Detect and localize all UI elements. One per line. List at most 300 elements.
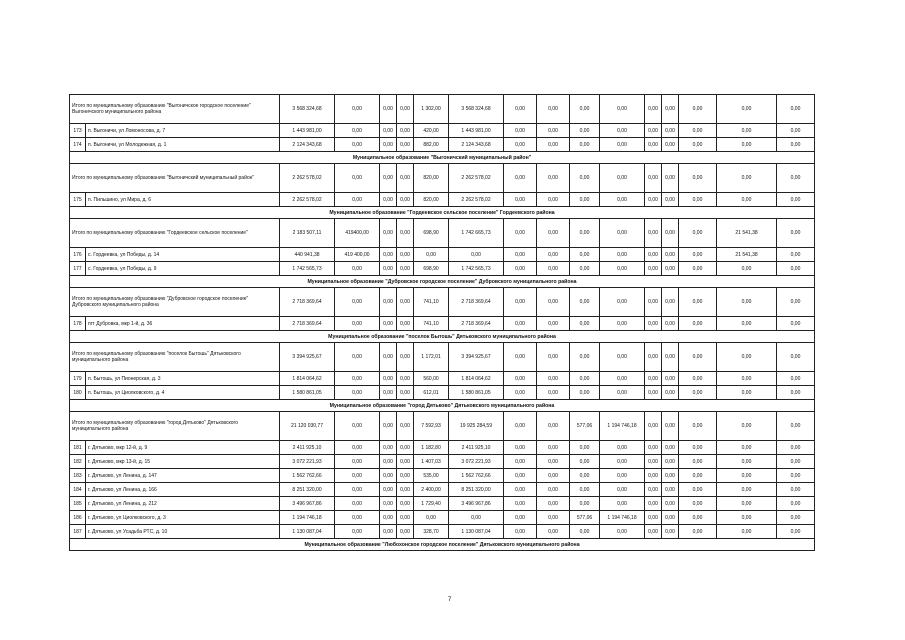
value-cell: 0,00	[397, 525, 414, 539]
table-row	[70, 441, 815, 455]
value-cell: 0,00	[397, 262, 414, 276]
value-cell: 0,00	[537, 497, 570, 511]
value-cell: 0,00	[570, 164, 600, 193]
value-cell: 0,00	[645, 164, 662, 193]
value-cell: 21 120 030,77	[280, 412, 335, 441]
value-cell: 0,00	[335, 288, 380, 317]
value-cell: 0,00	[717, 288, 777, 317]
value-cell: 0,00	[662, 455, 679, 469]
value-cell: 0,00	[717, 525, 777, 539]
value-cell: 0,00	[717, 124, 777, 138]
value-cell: 0,00	[777, 124, 815, 138]
value-cell: 0,00	[645, 455, 662, 469]
value-cell: 0,00	[777, 372, 815, 386]
value-cell: 0,00	[717, 138, 777, 152]
row-number: 176	[70, 248, 86, 262]
value-cell: 0,00	[397, 343, 414, 372]
value-cell: 0,00	[397, 124, 414, 138]
value-cell: 0,00	[537, 248, 570, 262]
value-cell: 0,00	[449, 511, 504, 525]
value-cell: 0,00	[397, 511, 414, 525]
row-number: 175	[70, 193, 86, 207]
value-cell: 0,00	[335, 441, 380, 455]
value-cell: 3 072 221,93	[449, 455, 504, 469]
value-cell: 0,00	[717, 372, 777, 386]
value-cell: 0,00	[777, 138, 815, 152]
value-cell: 3 072 221,93	[280, 455, 335, 469]
value-cell: 0,00	[662, 483, 679, 497]
value-cell: 0,00	[537, 441, 570, 455]
value-cell: 0,00	[645, 469, 662, 483]
value-cell: 0,00	[717, 469, 777, 483]
value-cell: 0,00	[537, 219, 570, 248]
value-cell: 0,00	[397, 455, 414, 469]
value-cell: 0,00	[662, 525, 679, 539]
value-cell: 0,00	[335, 511, 380, 525]
value-cell: 0,00	[600, 219, 645, 248]
value-cell: 0,00	[679, 412, 717, 441]
value-cell: 0,00	[380, 95, 397, 124]
value-cell: 0,00	[504, 193, 537, 207]
value-cell: 0,00	[645, 372, 662, 386]
value-cell: 1 814 064,62	[449, 372, 504, 386]
value-cell: 0,00	[335, 164, 380, 193]
address-cell: г. Дятьково, ул Ленина, д. 166	[86, 483, 280, 497]
address-cell: пгт Дубровка, мкр 1-й, д. 36	[86, 317, 280, 331]
value-cell: 0,00	[380, 219, 397, 248]
value-cell: 0,00	[662, 386, 679, 400]
value-cell: 0,00	[679, 511, 717, 525]
value-cell: 0,00	[777, 343, 815, 372]
subtotal-label: Итого по муниципальному образованию "город Дятьково" Дятьковского муниципального района	[70, 412, 280, 441]
value-cell: 0,00	[537, 483, 570, 497]
value-cell: 2 262 578,02	[280, 193, 335, 207]
value-cell: 0,00	[380, 386, 397, 400]
table-row	[70, 386, 815, 400]
section-title: Муниципальное образование "поселок Бытошь" Дятьковского муниципального района	[70, 331, 815, 343]
value-cell: 0,00	[414, 511, 449, 525]
value-cell: 2 411 925,10	[280, 441, 335, 455]
value-cell: 0,00	[504, 469, 537, 483]
value-cell: 1 194 746,18	[600, 511, 645, 525]
value-cell: 1 302,00	[414, 95, 449, 124]
value-cell: 0,00	[537, 138, 570, 152]
value-cell: 0,00	[335, 483, 380, 497]
value-cell: 0,00	[537, 317, 570, 331]
section-header-row	[70, 207, 815, 219]
value-cell: 8 251 320,00	[280, 483, 335, 497]
value-cell: 0,00	[537, 343, 570, 372]
value-cell: 0,00	[679, 483, 717, 497]
value-cell: 0,00	[335, 497, 380, 511]
value-cell: 0,00	[645, 497, 662, 511]
row-number: 183	[70, 469, 86, 483]
value-cell: 0,00	[600, 288, 645, 317]
address-cell: п. Пильшино, ул Мира, д. 6	[86, 193, 280, 207]
section-title: Муниципальное образование "Гордеевское сельское поселение" Гордеевского района	[70, 207, 815, 219]
value-cell: 0,00	[777, 441, 815, 455]
value-cell: 0,00	[717, 317, 777, 331]
row-number: 174	[70, 138, 86, 152]
row-number: 184	[70, 483, 86, 497]
value-cell: 0,00	[679, 372, 717, 386]
value-cell: 0,00	[570, 317, 600, 331]
value-cell: 0,00	[662, 193, 679, 207]
value-cell: 0,00	[600, 138, 645, 152]
value-cell: 1 562 762,66	[280, 469, 335, 483]
value-cell: 0,00	[662, 124, 679, 138]
value-cell: 0,00	[679, 193, 717, 207]
value-cell: 0,00	[335, 317, 380, 331]
value-cell: 1 443 981,00	[280, 124, 335, 138]
value-cell: 1 742 565,73	[280, 262, 335, 276]
value-cell: 0,00	[777, 455, 815, 469]
value-cell: 0,00	[504, 262, 537, 276]
subtotal-label: Итого по муниципальному образованию "Выгоничское городское поселение" Выгоничского муниципального района	[70, 95, 280, 124]
value-cell: 2 124 343,68	[280, 138, 335, 152]
value-cell: 0,00	[662, 412, 679, 441]
value-cell: 0,00	[504, 124, 537, 138]
value-cell: 0,00	[504, 343, 537, 372]
value-cell: 2 124 343,68	[449, 138, 504, 152]
value-cell: 820,00	[414, 164, 449, 193]
value-cell: 0,00	[537, 386, 570, 400]
value-cell: 0,00	[717, 455, 777, 469]
subtotal-label: Итого по муниципальному образованию "поселок Бытошь" Дятьковского муниципального района	[70, 343, 280, 372]
value-cell: 3 568 324,68	[449, 95, 504, 124]
value-cell: 1 130 087,04	[449, 525, 504, 539]
value-cell: 0,00	[504, 317, 537, 331]
section-title: Муниципальное образование "город Дятьково" Дятьковского муниципального района	[70, 400, 815, 412]
subtotal-row	[70, 219, 815, 248]
section-title: Муниципальное образование "Дубровское городское поселение" Дубровского муниципального района	[70, 276, 815, 288]
value-cell: 0,00	[380, 412, 397, 441]
value-cell: 1 182,80	[414, 441, 449, 455]
value-cell: 8 251 320,00	[449, 483, 504, 497]
value-cell: 0,00	[380, 317, 397, 331]
value-cell: 0,00	[679, 317, 717, 331]
value-cell: 0,00	[717, 483, 777, 497]
value-cell: 0,00	[717, 497, 777, 511]
value-cell: 0,00	[679, 288, 717, 317]
value-cell: 0,00	[414, 248, 449, 262]
value-cell: 0,00	[397, 386, 414, 400]
subtotal-label: Итого по муниципальному образованию "Гордеевское сельское поселение"	[70, 219, 280, 248]
value-cell: 0,00	[570, 138, 600, 152]
value-cell: 0,00	[570, 193, 600, 207]
value-cell: 0,00	[645, 343, 662, 372]
value-cell: 0,00	[537, 412, 570, 441]
value-cell: 0,00	[380, 441, 397, 455]
value-cell: 0,00	[570, 343, 600, 372]
value-cell: 0,00	[335, 372, 380, 386]
value-cell: 0,00	[380, 288, 397, 317]
value-cell: 0,00	[600, 441, 645, 455]
address-cell: г. Дятьково, ул Ленина, д. 147	[86, 469, 280, 483]
value-cell: 0,00	[397, 193, 414, 207]
row-number: 182	[70, 455, 86, 469]
address-cell: с. Гордеевка, ул Победы, д. 14	[86, 248, 280, 262]
table-row	[70, 248, 815, 262]
subtotal-row	[70, 412, 815, 441]
value-cell: 0,00	[600, 525, 645, 539]
value-cell: 0,00	[504, 497, 537, 511]
value-cell: 0,00	[397, 248, 414, 262]
value-cell: 0,00	[662, 138, 679, 152]
value-cell: 0,00	[504, 386, 537, 400]
address-cell: г. Дятьково, ул Циолковского, д. 3	[86, 511, 280, 525]
value-cell: 0,00	[570, 262, 600, 276]
value-cell: 0,00	[335, 138, 380, 152]
value-cell: 0,00	[449, 248, 504, 262]
value-cell: 0,00	[335, 95, 380, 124]
subtotal-row	[70, 288, 815, 317]
value-cell: 1 580 861,05	[449, 386, 504, 400]
value-cell: 0,00	[537, 164, 570, 193]
value-cell: 0,00	[537, 262, 570, 276]
value-cell: 0,00	[777, 95, 815, 124]
value-cell: 0,00	[504, 511, 537, 525]
address-cell: г. Дятьково, мкр 13-й, д. 15	[86, 455, 280, 469]
value-cell: 0,00	[662, 317, 679, 331]
subtotal-row	[70, 343, 815, 372]
value-cell: 0,00	[679, 525, 717, 539]
table-row	[70, 124, 815, 138]
section-title: Муниципальное образование "Выгоничский муниципальный район"	[70, 152, 815, 164]
value-cell: 0,00	[570, 248, 600, 262]
table-row	[70, 511, 815, 525]
value-cell: 0,00	[717, 441, 777, 455]
value-cell: 0,00	[397, 138, 414, 152]
value-cell: 3 394 925,67	[449, 343, 504, 372]
value-cell: 0,00	[335, 193, 380, 207]
value-cell: 0,00	[600, 372, 645, 386]
value-cell: 820,00	[414, 193, 449, 207]
value-cell: 0,00	[645, 483, 662, 497]
value-cell: 0,00	[380, 483, 397, 497]
value-cell: 0,00	[335, 525, 380, 539]
row-number: 185	[70, 497, 86, 511]
value-cell: 0,00	[600, 386, 645, 400]
value-cell: 0,00	[600, 193, 645, 207]
value-cell: 1 814 064,62	[280, 372, 335, 386]
subtotal-row	[70, 95, 815, 124]
value-cell: 0,00	[717, 386, 777, 400]
value-cell: 0,00	[570, 372, 600, 386]
value-cell: 0,00	[662, 372, 679, 386]
value-cell: 0,00	[679, 95, 717, 124]
value-cell: 0,00	[645, 525, 662, 539]
value-cell: 0,00	[504, 441, 537, 455]
value-cell: 0,00	[570, 219, 600, 248]
value-cell: 0,00	[645, 138, 662, 152]
value-cell: 2 262 578,02	[280, 164, 335, 193]
value-cell: 0,00	[777, 262, 815, 276]
value-cell: 0,00	[717, 193, 777, 207]
value-cell: 1 580 861,05	[280, 386, 335, 400]
value-cell: 0,00	[570, 525, 600, 539]
value-cell: 0,00	[662, 288, 679, 317]
value-cell: 0,00	[662, 95, 679, 124]
value-cell: 0,00	[777, 525, 815, 539]
value-cell: 0,00	[504, 288, 537, 317]
value-cell: 0,00	[645, 288, 662, 317]
value-cell: 577,06	[570, 412, 600, 441]
value-cell: 0,00	[335, 386, 380, 400]
value-cell: 0,00	[397, 164, 414, 193]
value-cell: 0,00	[679, 262, 717, 276]
table-row	[70, 317, 815, 331]
value-cell: 21 541,38	[717, 219, 777, 248]
row-number: 179	[70, 372, 86, 386]
value-cell: 0,00	[777, 483, 815, 497]
value-cell: 0,00	[380, 262, 397, 276]
value-cell: 1 443 981,00	[449, 124, 504, 138]
value-cell: 0,00	[717, 262, 777, 276]
value-cell: 2 262 578,02	[449, 164, 504, 193]
value-cell: 3 496 967,86	[449, 497, 504, 511]
value-cell: 0,00	[397, 288, 414, 317]
page-number: 7	[448, 597, 452, 603]
value-cell: 2 718 369,64	[280, 317, 335, 331]
section-header-row	[70, 331, 815, 343]
document-sheet	[69, 94, 814, 551]
row-number: 186	[70, 511, 86, 525]
section-header-row	[70, 400, 815, 412]
row-number: 173	[70, 124, 86, 138]
value-cell: 0,00	[335, 455, 380, 469]
value-cell: 0,00	[600, 497, 645, 511]
value-cell: 0,00	[504, 164, 537, 193]
value-cell: 0,00	[645, 441, 662, 455]
value-cell: 1 742 565,73	[449, 262, 504, 276]
value-cell: 0,00	[397, 412, 414, 441]
section-header-row	[70, 152, 815, 164]
value-cell: 0,00	[504, 483, 537, 497]
value-cell: 2 718 369,64	[449, 317, 504, 331]
value-cell: 0,00	[570, 469, 600, 483]
value-cell: 0,00	[570, 455, 600, 469]
value-cell: 0,00	[662, 343, 679, 372]
value-cell: 0,00	[335, 262, 380, 276]
value-cell: 0,00	[717, 95, 777, 124]
value-cell: 560,00	[414, 372, 449, 386]
subtotal-label: Итого по муниципальному образованию "Дубровское городское поселение" Дубровского муниципального района	[70, 288, 280, 317]
value-cell: 0,00	[537, 525, 570, 539]
value-cell: 0,00	[600, 455, 645, 469]
value-cell: 0,00	[397, 219, 414, 248]
value-cell: 0,00	[777, 193, 815, 207]
address-cell: п. Бытошь, ул Циолковского, д. 4	[86, 386, 280, 400]
value-cell: 0,00	[717, 164, 777, 193]
value-cell: 0,00	[504, 412, 537, 441]
value-cell: 0,00	[537, 124, 570, 138]
value-cell: 0,00	[600, 483, 645, 497]
value-cell: 698,90	[414, 219, 449, 248]
value-cell: 0,00	[380, 497, 397, 511]
value-cell: 0,00	[777, 497, 815, 511]
value-cell: 0,00	[600, 317, 645, 331]
value-cell: 0,00	[645, 124, 662, 138]
value-cell: 0,00	[570, 483, 600, 497]
value-cell: 0,00	[570, 441, 600, 455]
value-cell: 535,00	[414, 469, 449, 483]
subtotal-label: Итого по муниципальному образованию "Выгоничский муниципальный район"	[70, 164, 280, 193]
value-cell: 0,00	[662, 248, 679, 262]
subtotal-row	[70, 164, 815, 193]
value-cell: 0,00	[335, 412, 380, 441]
address-cell: п. Выгоничи, ул Молодежная, д. 1	[86, 138, 280, 152]
value-cell: 0,00	[600, 469, 645, 483]
value-cell: 0,00	[380, 343, 397, 372]
value-cell: 0,00	[504, 372, 537, 386]
value-cell: 3 394 925,67	[280, 343, 335, 372]
table-row	[70, 469, 815, 483]
value-cell: 0,00	[570, 95, 600, 124]
value-cell: 882,00	[414, 138, 449, 152]
value-cell: 0,00	[717, 412, 777, 441]
value-cell: 0,00	[662, 441, 679, 455]
value-cell: 1 742 665,73	[449, 219, 504, 248]
value-cell: 0,00	[380, 124, 397, 138]
table-row	[70, 455, 815, 469]
value-cell: 0,00	[504, 455, 537, 469]
value-cell: 0,00	[662, 497, 679, 511]
value-cell: 0,00	[600, 262, 645, 276]
value-cell: 0,00	[397, 317, 414, 331]
value-cell: 0,00	[645, 317, 662, 331]
value-cell: 0,00	[570, 386, 600, 400]
value-cell: 0,00	[570, 124, 600, 138]
table-row	[70, 525, 815, 539]
value-cell: 0,00	[679, 248, 717, 262]
value-cell: 2 718 369,64	[280, 288, 335, 317]
value-cell: 3 496 967,86	[280, 497, 335, 511]
value-cell: 0,00	[679, 469, 717, 483]
value-cell: 0,00	[380, 525, 397, 539]
value-cell: 2 400,00	[414, 483, 449, 497]
value-cell: 0,00	[777, 412, 815, 441]
row-number: 177	[70, 262, 86, 276]
value-cell: 1 130 087,04	[280, 525, 335, 539]
value-cell: 0,00	[777, 386, 815, 400]
value-cell: 0,00	[600, 124, 645, 138]
value-cell: 0,00	[679, 164, 717, 193]
value-cell: 0,00	[335, 343, 380, 372]
value-cell: 1 407,03	[414, 455, 449, 469]
address-cell: п. Выгоничи, ул Ломоносова, д. 7	[86, 124, 280, 138]
address-cell: п. Бытошь, ул Пионерская, д. 3	[86, 372, 280, 386]
section-title: Муниципальное образование "Любохонское городское поселение" Дятьковского муниципального района	[70, 539, 815, 551]
value-cell: 0,00	[397, 441, 414, 455]
table-row	[70, 138, 815, 152]
table-row	[70, 193, 815, 207]
value-cell: 19 925 284,59	[449, 412, 504, 441]
value-cell: 0,00	[679, 343, 717, 372]
value-cell: 0,00	[380, 372, 397, 386]
value-cell: 0,00	[662, 469, 679, 483]
value-cell: 328,70	[414, 525, 449, 539]
value-cell: 0,00	[717, 511, 777, 525]
table-row	[70, 372, 815, 386]
value-cell: 0,00	[537, 193, 570, 207]
value-cell: 0,00	[645, 262, 662, 276]
value-cell: 419400,00	[335, 219, 380, 248]
value-cell: 0,00	[645, 248, 662, 262]
value-cell: 0,00	[777, 469, 815, 483]
value-cell: 0,00	[679, 138, 717, 152]
value-cell: 0,00	[537, 469, 570, 483]
